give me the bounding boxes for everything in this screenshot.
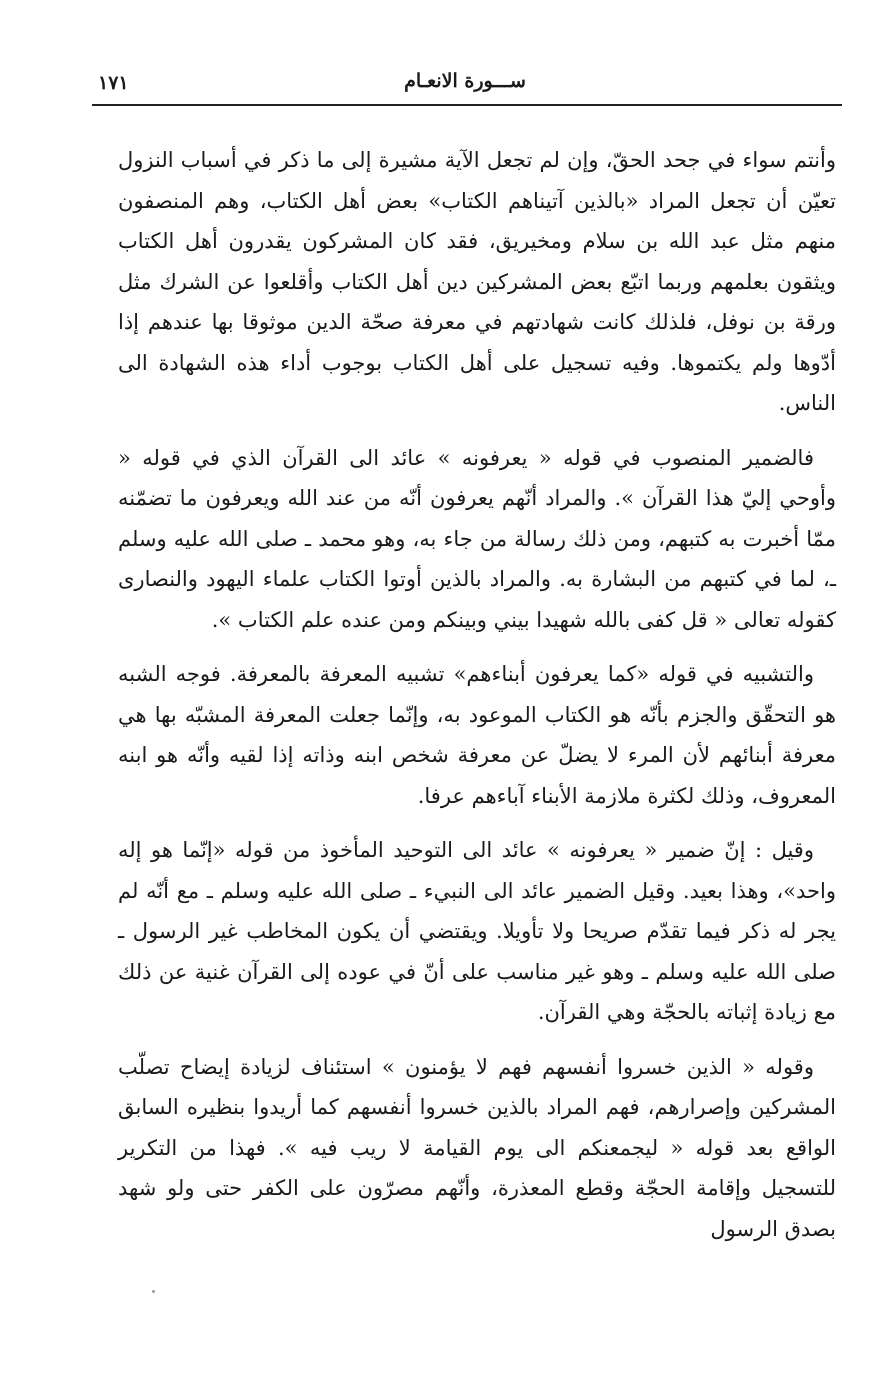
paragraph-5: وقوله « الذين خسروا أنفسهم فهم لا يؤمنون » استئناف لزيادة إيضاح تصلّب المشركين وإصرارهم، فهم المراد بالذين خسروا أنفسهم كما أريدوا بنظيره السابق الواقع بعد قوله « ليجمعنكم الى يوم القيامة لا ريب فيه ». فهذا من التكرير للتسجيل وإقامة الحجّة وقطع المعذرة، وأنّهم مصرّون على الكفر حتى ولو شهد بصدق الرسول: [118, 1054, 836, 1241]
paragraph-4: وقيل : إنّ ضمير « يعرفونه » عائد الى التوحيد المأخوذ من قوله «إنّما هو إله واحد»، وهذا بعيد. وقيل الضمير عائد الى النبيء ـ صلى الله عليه وسلم ـ مع أنّه لم يجر له ذكر فيما تقدّم صريحا ولا تأويلا. ويقتضي أن يكون المخاطب غير الرسول ـ صلى الله عليه وسلم ـ وهو غير مناسب على أنّ في عوده إلى القرآن غنية عن ذلك مع زيادة إثباته بالحجّة وهي القرآن.: [118, 838, 836, 1024]
paragraph-2: فالضمير المنصوب في قوله « يعرفونه » عائد الى القرآن الذي في قوله « وأوحي إليّ هذا القرآن ». والمراد أنّهم يعرفون أنّه من عند الله ويعرفون ما تضمّنه ممّا أخبرت به كتبهم، ومن ذلك رسالة من جاء به، وهو محمد ـ صلى الله عليه وسلم ـ، لما في كتبهم من البشارة به. والمراد بالذين أوتوا الكتاب علماء اليهود والنصارى كقوله تعالى « قل كفى بالله شهيدا بيني وبينكم ومن عنده علم الكتاب ».: [118, 445, 836, 632]
scan-speck: [152, 1290, 155, 1293]
running-title: ســـورة الانعـام: [404, 70, 526, 92]
paragraph-3: والتشبيه في قوله «كما يعرفون أبناءهم» تشبيه المعرفة بالمعرفة. فوجه الشبه هو التحقّق والجزم بأنّه هو الكتاب الموعود به، وإنّما جعلت المعرفة المشبّه بها هي معرفة أبنائهم لأن المرء لا يضلّ عن معرفة شخص ابنه وذاته إذا لقيه وأنّه هو ابنه المعروف، وذلك لكثرة ملازمة الأبناء آباءهم عرفا.: [118, 662, 836, 808]
header-divider: [92, 104, 842, 106]
body-text: [118, 140, 836, 1263]
page-header: [92, 70, 838, 102]
paragraph-1: وأنتم سواء في جحد الحقّ، وإن لم تجعل الآية مشيرة إلى ما ذكر في أسباب النزول تعيّن أن تجعل المراد «بالذين آتيناهم الكتاب» بعض أهل الكتاب، وهم المنصفون منهم مثل عبد الله بن سلام ومخيريق، فقد كان المشركون يقدرون أهل الكتاب ويثقون بعلمهم وربما اتبّع بعض المشركين دين أهل الكتاب وأقلعوا عن الشرك مثل ورقة بن نوفل، فلذلك كانت شهادتهم في معرفة صحّة الدين موثوقا بها عندهم إذا أدّوها ولم يكتموها. وفيه تسجيل على أهل الكتاب بوجوب أداء هذه الشهادة الى الناس.: [118, 148, 836, 415]
page-number: ١٧١: [98, 72, 129, 94]
